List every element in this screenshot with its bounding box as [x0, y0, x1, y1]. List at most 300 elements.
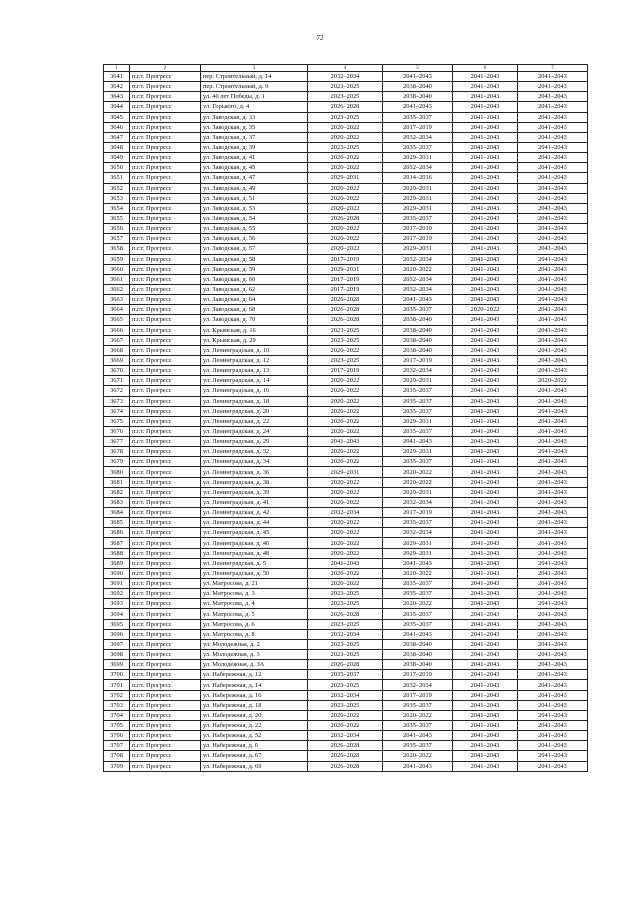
period-cell-col4: 2020–2022 [308, 224, 383, 234]
period-cell-col5: 2038–2040 [383, 345, 453, 355]
period-cell-col4: 2026–2028 [308, 102, 383, 112]
address-cell: ул. Заводская, д. 57 [201, 244, 308, 254]
period-cell-col7: 2041–2043 [518, 680, 588, 690]
table-row [104, 416, 588, 426]
period-cell-col5: 2032–2034 [383, 680, 453, 690]
period-cell-col5: 2029–2031 [383, 538, 453, 548]
period-cell-col4: 2023–2025 [308, 599, 383, 609]
row-number-cell: 3673 [104, 396, 130, 406]
table-row [104, 548, 588, 558]
table-row [104, 487, 588, 497]
period-cell-col5: 2035–2037 [383, 426, 453, 436]
period-cell-col4: 2026–2028 [308, 213, 383, 223]
row-number-cell: 3660 [104, 264, 130, 274]
period-cell-col5: 2020–2022 [383, 599, 453, 609]
period-cell-col6: 2041–2043 [453, 518, 518, 528]
period-cell-col4: 2035–2037 [308, 670, 383, 680]
period-cell-col4: 2041–2043 [308, 437, 383, 447]
settlement-cell: п.г.т. Прогресс [130, 558, 201, 568]
address-cell: ул. Ленинградская, д. 16 [201, 386, 308, 396]
period-cell-col5: 2032–2034 [383, 366, 453, 376]
period-cell-col4: 2023–2025 [308, 92, 383, 102]
settlement-cell: п.г.т. Прогресс [130, 761, 201, 771]
period-cell-col4: 2020–2022 [308, 244, 383, 254]
settlement-cell: п.г.т. Прогресс [130, 82, 201, 92]
period-cell-col6: 2041–2043 [453, 639, 518, 649]
table-row [104, 467, 588, 477]
settlement-cell: п.г.т. Прогресс [130, 203, 201, 213]
settlement-cell: п.г.т. Прогресс [130, 396, 201, 406]
period-cell-col7: 2041–2043 [518, 508, 588, 518]
period-cell-col7: 2041–2043 [518, 366, 588, 376]
period-cell-col6: 2041–2043 [453, 335, 518, 345]
period-cell-col5: 2041–2043 [383, 437, 453, 447]
period-cell-col6: 2041–2043 [453, 173, 518, 183]
period-cell-col7: 2041–2043 [518, 132, 588, 142]
period-cell-col6: 2041–2043 [453, 477, 518, 487]
address-cell: ул. Набережная, д. 14 [201, 680, 308, 690]
period-cell-col4: 2020–2022 [308, 345, 383, 355]
row-number-cell: 3662 [104, 284, 130, 294]
period-cell-col5: 2020–2022 [383, 751, 453, 761]
address-cell: ул. Набережная, д. 12 [201, 670, 308, 680]
period-cell-col5: 2029–2031 [383, 193, 453, 203]
settlement-cell: п.г.т. Прогресс [130, 142, 201, 152]
period-cell-col4: 2020–2022 [308, 528, 383, 538]
table-row [104, 224, 588, 234]
address-cell: ул. Заводская, д. 33 [201, 112, 308, 122]
period-cell-col5: 2020–2022 [383, 568, 453, 578]
address-cell: ул. Заводская, д. 68 [201, 305, 308, 315]
period-cell-col5: 2038–2040 [383, 639, 453, 649]
period-cell-col5: 2017–2019 [383, 690, 453, 700]
address-cell: ул. Ленинградская, д. 48 [201, 548, 308, 558]
period-cell-col4: 2017–2019 [308, 284, 383, 294]
period-cell-col6: 2041–2043 [453, 538, 518, 548]
period-cell-col4: 2023–2025 [308, 619, 383, 629]
settlement-cell: п.г.т. Прогресс [130, 92, 201, 102]
period-cell-col6: 2041–2043 [453, 508, 518, 518]
table-row [104, 579, 588, 589]
period-cell-col7: 2041–2043 [518, 142, 588, 152]
address-cell: пер. Строительный, д. 9 [201, 82, 308, 92]
row-number-cell: 3675 [104, 416, 130, 426]
row-number-cell: 3708 [104, 751, 130, 761]
period-cell-col6: 2020–2022 [453, 305, 518, 315]
period-cell-col7: 2041–2043 [518, 284, 588, 294]
period-cell-col4: 2020–2022 [308, 203, 383, 213]
table-row [104, 639, 588, 649]
period-cell-col4: 2023–2025 [308, 335, 383, 345]
settlement-cell: п.г.т. Прогресс [130, 315, 201, 325]
period-cell-col6: 2041–2043 [453, 213, 518, 223]
row-number-cell: 3692 [104, 589, 130, 599]
address-cell: ул. Набережная, д. 22 [201, 721, 308, 731]
settlement-cell: п.г.т. Прогресс [130, 305, 201, 315]
period-cell-col4: 2020–2022 [308, 538, 383, 548]
period-cell-col4: 2023–2025 [308, 639, 383, 649]
period-cell-col6: 2041–2043 [453, 680, 518, 690]
period-cell-col5: 2032–2034 [383, 132, 453, 142]
settlement-cell: п.г.т. Прогресс [130, 518, 201, 528]
address-cell: ул. Набережная, д. 6 [201, 741, 308, 751]
period-cell-col5: 2041–2043 [383, 629, 453, 639]
period-cell-col6: 2041–2043 [453, 284, 518, 294]
settlement-cell: п.г.т. Прогресс [130, 487, 201, 497]
address-cell: ул. Набережная, д. 52 [201, 731, 308, 741]
period-cell-col5: 2035–2037 [383, 518, 453, 528]
table-row [104, 619, 588, 629]
period-cell-col7: 2041–2043 [518, 193, 588, 203]
table-row [104, 426, 588, 436]
period-cell-col5: 2038–2040 [383, 660, 453, 670]
period-cell-col4: 2026–2028 [308, 315, 383, 325]
period-cell-col7: 2041–2043 [518, 477, 588, 487]
period-cell-col6: 2041–2043 [453, 629, 518, 639]
period-cell-col6: 2041–2043 [453, 82, 518, 92]
period-cell-col5: 2035–2037 [383, 700, 453, 710]
address-cell: ул. Заводская, д. 58 [201, 254, 308, 264]
address-cell: ул. Заводская, д. 51 [201, 193, 308, 203]
table-row [104, 629, 588, 639]
period-cell-col4: 2023–2025 [308, 589, 383, 599]
settlement-cell: п.г.т. Прогресс [130, 122, 201, 132]
table-row [104, 122, 588, 132]
table-row [104, 244, 588, 254]
period-cell-col7: 2041–2043 [518, 426, 588, 436]
settlement-cell: п.г.т. Прогресс [130, 132, 201, 142]
period-cell-col5: 2020–2022 [383, 264, 453, 274]
settlement-cell: п.г.т. Прогресс [130, 153, 201, 163]
settlement-cell: п.г.т. Прогресс [130, 102, 201, 112]
period-cell-col5: 2020–2022 [383, 477, 453, 487]
address-cell: ул. Крымская, д. 29 [201, 335, 308, 345]
row-number-cell: 3683 [104, 497, 130, 507]
period-cell-col7: 2041–2043 [518, 690, 588, 700]
table-row [104, 376, 588, 386]
address-cell: ул. Заводская, д. 60 [201, 274, 308, 284]
period-cell-col5: 2029–2031 [383, 376, 453, 386]
period-cell-col4: 2020–2022 [308, 163, 383, 173]
settlement-cell: п.г.т. Прогресс [130, 213, 201, 223]
settlement-cell: п.г.т. Прогресс [130, 406, 201, 416]
period-cell-col6: 2041–2043 [453, 416, 518, 426]
period-cell-col5: 2035–2037 [383, 305, 453, 315]
table-row [104, 650, 588, 660]
period-cell-col4: 2020–2022 [308, 183, 383, 193]
address-cell: ул. Ленинградская, д. 45 [201, 528, 308, 538]
address-cell: ул. Ленинградская, д. 18 [201, 396, 308, 406]
row-number-cell: 3705 [104, 721, 130, 731]
table-row [104, 497, 588, 507]
settlement-cell: п.г.т. Прогресс [130, 264, 201, 274]
address-cell: ул. Ленинградская, д. 5 [201, 558, 308, 568]
address-cell: ул. Матросова, д. 4 [201, 599, 308, 609]
period-cell-col5: 2035–2037 [383, 589, 453, 599]
column-number-row [104, 65, 588, 72]
settlement-cell: п.г.т. Прогресс [130, 497, 201, 507]
row-number-cell: 3696 [104, 629, 130, 639]
row-number-cell: 3657 [104, 234, 130, 244]
period-cell-col6: 2041–2043 [453, 132, 518, 142]
period-cell-col5: 2029–2031 [383, 244, 453, 254]
row-number-cell: 3702 [104, 690, 130, 700]
address-cell: пер. Строительный, д. 14 [201, 72, 308, 82]
period-cell-col7: 2020–2022 [518, 376, 588, 386]
settlement-cell: п.г.т. Прогресс [130, 112, 201, 122]
period-cell-col5: 2035–2037 [383, 721, 453, 731]
period-cell-col7: 2041–2043 [518, 558, 588, 568]
table-row [104, 721, 588, 731]
table-row [104, 731, 588, 741]
period-cell-col4: 2023–2025 [308, 650, 383, 660]
row-number-cell: 3681 [104, 477, 130, 487]
address-cell: ул. Матросова, д. 6 [201, 619, 308, 629]
address-cell: ул. Ленинградская, д. 39 [201, 487, 308, 497]
period-cell-col6: 2041–2043 [453, 568, 518, 578]
period-cell-col4: 2020–2022 [308, 132, 383, 142]
period-cell-col5: 2041–2043 [383, 72, 453, 82]
settlement-cell: п.г.т. Прогресс [130, 426, 201, 436]
period-cell-col7: 2041–2043 [518, 355, 588, 365]
row-number-cell: 3704 [104, 710, 130, 720]
row-number-cell: 3643 [104, 92, 130, 102]
period-cell-col4: 2020–2022 [308, 487, 383, 497]
period-cell-col7: 2041–2043 [518, 568, 588, 578]
table-row [104, 325, 588, 335]
period-cell-col6: 2041–2043 [453, 589, 518, 599]
period-cell-col4: 2020–2022 [308, 518, 383, 528]
table-row [104, 284, 588, 294]
period-cell-col7: 2041–2043 [518, 102, 588, 112]
table-row [104, 386, 588, 396]
table-row [104, 660, 588, 670]
period-cell-col5: 2035–2037 [383, 579, 453, 589]
address-cell: ул. Ленинградская, д. 42 [201, 508, 308, 518]
period-cell-col6: 2041–2043 [453, 234, 518, 244]
row-number-cell: 3694 [104, 609, 130, 619]
address-cell: ул. Ленинградская, д. 10 [201, 345, 308, 355]
period-cell-col5: 2035–2037 [383, 609, 453, 619]
period-cell-col7: 2041–2043 [518, 72, 588, 82]
period-cell-col6: 2041–2043 [453, 295, 518, 305]
period-cell-col7: 2041–2043 [518, 437, 588, 447]
address-cell: ул. Ленинградская, д. 29 [201, 437, 308, 447]
settlement-cell: п.г.т. Прогресс [130, 629, 201, 639]
table-body [104, 65, 588, 772]
address-cell: ул. 40 лет Победы, д. 1 [201, 92, 308, 102]
period-cell-col5: 2041–2043 [383, 295, 453, 305]
settlement-cell: п.г.т. Прогресс [130, 579, 201, 589]
table-row [104, 670, 588, 680]
settlement-cell: п.г.т. Прогресс [130, 680, 201, 690]
period-cell-col5: 2017–2019 [383, 122, 453, 132]
period-cell-col4: 2041–2043 [308, 558, 383, 568]
table-row [104, 213, 588, 223]
address-cell: ул. Ленинградская, д. 36 [201, 467, 308, 477]
period-cell-col7: 2041–2043 [518, 386, 588, 396]
period-cell-col6: 2041–2043 [453, 548, 518, 558]
settlement-cell: п.г.т. Прогресс [130, 457, 201, 467]
period-cell-col4: 2020–2022 [308, 153, 383, 163]
row-number-cell: 3706 [104, 731, 130, 741]
column-number: 4 [308, 65, 383, 72]
period-cell-col7: 2041–2043 [518, 579, 588, 589]
address-cell: ул. Набережная, д. 18 [201, 700, 308, 710]
row-number-cell: 3698 [104, 650, 130, 660]
period-cell-col4: 2020–2022 [308, 234, 383, 244]
period-cell-col5: 2041–2043 [383, 558, 453, 568]
row-number-cell: 3654 [104, 203, 130, 213]
period-cell-col5: 2032–2034 [383, 497, 453, 507]
period-cell-col6: 2041–2043 [453, 761, 518, 771]
settlement-cell: п.г.т. Прогресс [130, 325, 201, 335]
period-cell-col7: 2041–2043 [518, 224, 588, 234]
period-cell-col5: 2017–2019 [383, 355, 453, 365]
period-cell-col4: 2020–2022 [308, 426, 383, 436]
address-cell: ул. Набережная, д. 20 [201, 710, 308, 720]
row-number-cell: 3644 [104, 102, 130, 112]
table-row [104, 690, 588, 700]
table-row [104, 305, 588, 315]
table-row [104, 274, 588, 284]
address-cell: ул. Заводская, д. 47 [201, 173, 308, 183]
column-number: 2 [130, 65, 201, 72]
period-cell-col4: 2020–2022 [308, 579, 383, 589]
row-number-cell: 3707 [104, 741, 130, 751]
address-cell: ул. Заводская, д. 37 [201, 132, 308, 142]
settlement-cell: п.г.т. Прогресс [130, 234, 201, 244]
period-cell-col6: 2041–2043 [453, 700, 518, 710]
table-row [104, 295, 588, 305]
settlement-cell: п.г.т. Прогресс [130, 508, 201, 518]
period-cell-col6: 2041–2043 [453, 376, 518, 386]
period-cell-col5: 2041–2043 [383, 731, 453, 741]
address-cell: ул. Заводская, д. 45 [201, 163, 308, 173]
period-cell-col4: 2020–2022 [308, 193, 383, 203]
period-cell-col7: 2041–2043 [518, 528, 588, 538]
address-cell: ул. Крымская, д. 16 [201, 325, 308, 335]
address-cell: ул. Заводская, д. 55 [201, 224, 308, 234]
period-cell-col4: 2020–2022 [308, 477, 383, 487]
settlement-cell: п.г.т. Прогресс [130, 467, 201, 477]
period-cell-col7: 2041–2043 [518, 82, 588, 92]
period-cell-col7: 2041–2043 [518, 396, 588, 406]
period-cell-col5: 2020–2022 [383, 467, 453, 477]
address-cell: ул. Заводская, д. 64 [201, 295, 308, 305]
row-number-cell: 3641 [104, 72, 130, 82]
address-cell: ул. Матросова, д. 5 [201, 609, 308, 619]
table-row [104, 163, 588, 173]
period-cell-col7: 2041–2043 [518, 335, 588, 345]
period-cell-col6: 2041–2043 [453, 741, 518, 751]
settlement-cell: п.г.т. Прогресс [130, 670, 201, 680]
period-cell-col4: 2023–2025 [308, 355, 383, 365]
settlement-cell: п.г.т. Прогресс [130, 477, 201, 487]
table-row [104, 203, 588, 213]
period-cell-col5: 2038–2040 [383, 92, 453, 102]
table-row [104, 508, 588, 518]
column-number: 5 [383, 65, 453, 72]
period-cell-col6: 2041–2043 [453, 264, 518, 274]
period-cell-col6: 2041–2043 [453, 579, 518, 589]
period-cell-col6: 2041–2043 [453, 224, 518, 234]
period-cell-col7: 2041–2043 [518, 112, 588, 122]
period-cell-col4: 2026–2028 [308, 741, 383, 751]
period-cell-col5: 2038–2040 [383, 315, 453, 325]
period-cell-col5: 2032–2034 [383, 254, 453, 264]
settlement-cell: п.г.т. Прогресс [130, 700, 201, 710]
period-cell-col7: 2041–2043 [518, 183, 588, 193]
settlement-cell: п.г.т. Прогресс [130, 183, 201, 193]
period-cell-col4: 2023–2025 [308, 680, 383, 690]
period-cell-col6: 2041–2043 [453, 203, 518, 213]
row-number-cell: 3679 [104, 457, 130, 467]
period-cell-col7: 2041–2043 [518, 670, 588, 680]
period-cell-col6: 2041–2043 [453, 325, 518, 335]
table-row [104, 264, 588, 274]
row-number-cell: 3691 [104, 579, 130, 589]
address-cell: ул. Заводская, д. 56 [201, 234, 308, 244]
period-cell-col4: 2029–2031 [308, 467, 383, 477]
settlement-cell: п.г.т. Прогресс [130, 254, 201, 264]
address-cell: ул. Молодежная, д. 2 [201, 639, 308, 649]
period-cell-col5: 2035–2037 [383, 386, 453, 396]
address-cell: ул. Набережная, д. 67 [201, 751, 308, 761]
period-cell-col4: 2023–2025 [308, 142, 383, 152]
row-number-cell: 3669 [104, 355, 130, 365]
table-row [104, 751, 588, 761]
period-cell-col4: 2023–2025 [308, 112, 383, 122]
period-cell-col4: 2020–2022 [308, 497, 383, 507]
period-cell-col4: 2026–2028 [308, 761, 383, 771]
row-number-cell: 3677 [104, 437, 130, 447]
table-row [104, 366, 588, 376]
table-row [104, 355, 588, 365]
table-row [104, 142, 588, 152]
period-cell-col4: 2032–2034 [308, 629, 383, 639]
period-cell-col7: 2041–2043 [518, 538, 588, 548]
settlement-cell: п.г.т. Прогресс [130, 173, 201, 183]
period-cell-col7: 2041–2043 [518, 497, 588, 507]
row-number-cell: 3682 [104, 487, 130, 497]
row-number-cell: 3656 [104, 224, 130, 234]
row-number-cell: 3690 [104, 568, 130, 578]
table-row [104, 92, 588, 102]
table-row [104, 72, 588, 82]
housing-register-table [103, 64, 588, 772]
period-cell-col7: 2041–2043 [518, 467, 588, 477]
period-cell-col4: 2020–2022 [308, 396, 383, 406]
row-number-cell: 3666 [104, 325, 130, 335]
table-row [104, 518, 588, 528]
period-cell-col4: 2026–2028 [308, 660, 383, 670]
address-cell: ул. Ленинградская, д. 46 [201, 538, 308, 548]
address-cell: ул. Молодежная, д. 3 [201, 650, 308, 660]
row-number-cell: 3668 [104, 345, 130, 355]
table-row [104, 396, 588, 406]
row-number-cell: 3665 [104, 315, 130, 325]
table-row [104, 254, 588, 264]
period-cell-col7: 2041–2043 [518, 751, 588, 761]
period-cell-col7: 2041–2043 [518, 731, 588, 741]
address-cell: ул. Ленинградская, д. 50 [201, 568, 308, 578]
period-cell-col4: 2020–2022 [308, 710, 383, 720]
period-cell-col5: 2032–2034 [383, 163, 453, 173]
table-row [104, 173, 588, 183]
table-row [104, 761, 588, 771]
period-cell-col5: 2017–2019 [383, 234, 453, 244]
